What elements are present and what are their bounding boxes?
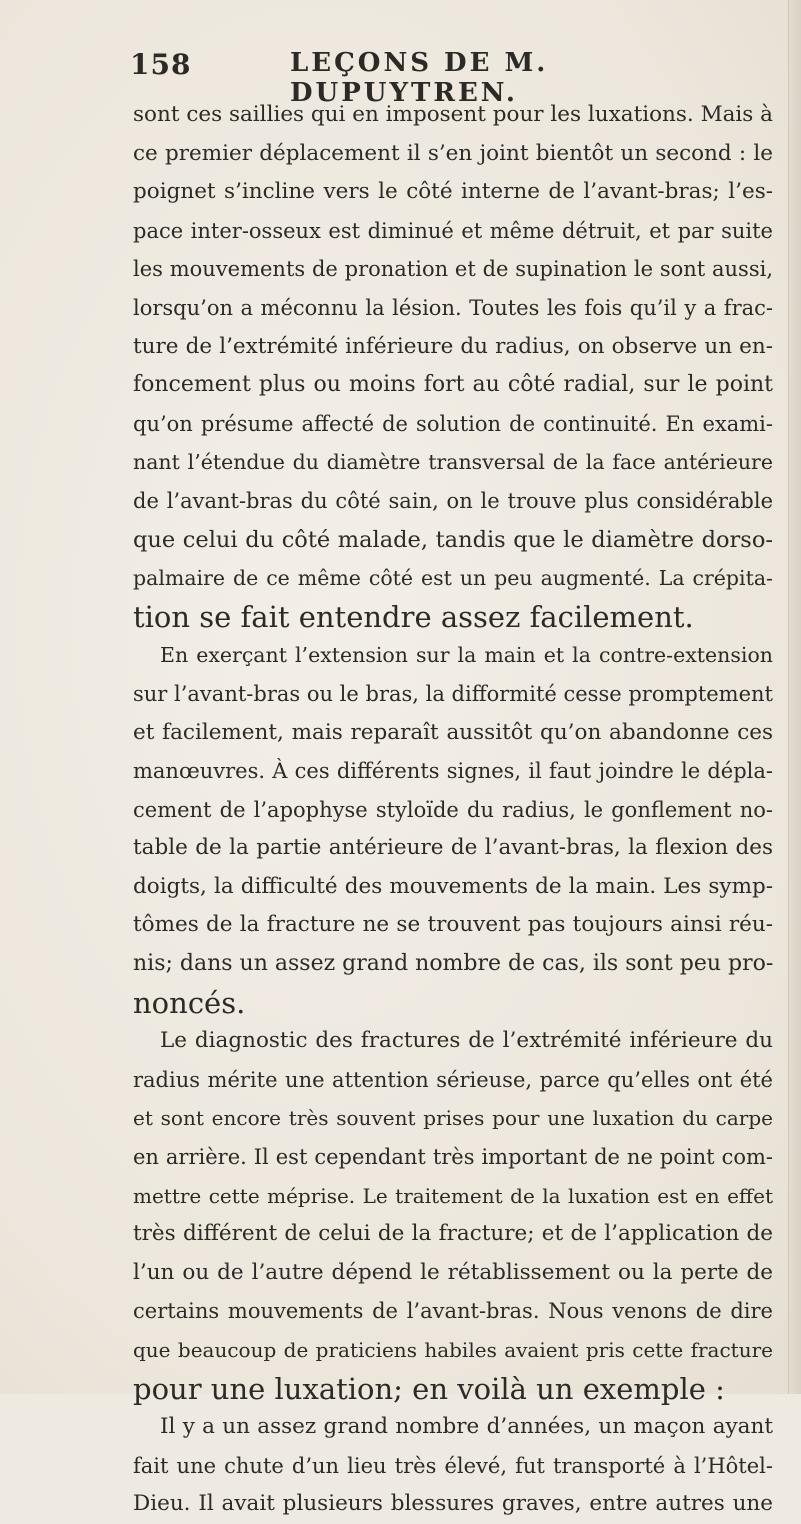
text-line: ce premier déplacement il s’en joint bientôt un second : le [133, 140, 773, 166]
text-line: cement de l’apophyse styloïde du radius, le gonflement no- [133, 797, 773, 822]
text-line: tion se fait entendre assez facilement. [133, 599, 694, 634]
text-line: qu’on présume affecté de solution de continuité. En exami- [133, 411, 773, 436]
text-line: très différent de celui de la fracture; et de l’application de [133, 1221, 773, 1247]
text-line: palmaire de ce même côté est un peu augmenté. La crépita- [133, 566, 773, 591]
text-line: l’un ou de l’autre dépend le rétablissement ou la perte de [133, 1259, 773, 1285]
text-line: lorsqu’on a méconnu la lésion. Toutes les fois qu’il y a frac- [133, 295, 773, 320]
page-edge [788, 0, 801, 1394]
text-line: nant l’étendue du diamètre transversal de la face antérieure [133, 450, 773, 475]
running-header [130, 48, 770, 108]
text-line: Il y a un assez grand nombre d’années, un maçon ayant [160, 1414, 773, 1440]
running-title: LEÇONS DE M. DUPUYTREN. [290, 48, 549, 108]
text-line: doigts, la difficulté des mouvements de la main. Les symp- [133, 873, 773, 899]
text-line: mettre cette méprise. Le traitement de la luxation est en effet [133, 1183, 773, 1208]
text-line: et facilement, mais reparaît aussitôt qu’on abandonne ces [133, 719, 773, 745]
text-line: fait une chute d’un lieu très élevé, fut transporté à l’Hôtel- [133, 1453, 773, 1478]
text-line: pace inter-osseux est diminué et même détruit, et par suite [133, 218, 773, 243]
text-line: manœuvres. À ces différents signes, il faut joindre le dépla- [133, 759, 773, 784]
text-line: noncés. [133, 985, 246, 1020]
text-line: Le diagnostic des fractures de l’extrémité inférieure du [160, 1028, 773, 1054]
text-line: de l’avant-bras du côté sain, on le trouve plus considérable [133, 488, 773, 513]
text-line: nis; dans un assez grand nombre de cas, ils sont peu pro- [133, 951, 774, 977]
text-line: pour une luxation; en voilà un exemple : [133, 1371, 725, 1406]
text-line: ture de l’extrémité inférieure du radius, on observe un en- [133, 333, 773, 359]
text-line: sur l’avant-bras ou le bras, la difformité cesse promptement [133, 681, 773, 706]
text-line: les mouvements de pronation et de supination le sont aussi, [133, 257, 773, 282]
text-line: et sont encore très souvent prises pour une luxation du carpe [133, 1106, 773, 1131]
body-text [133, 96, 773, 1524]
text-line: tômes de la fracture ne se trouvent pas toujours ainsi réu- [133, 912, 773, 938]
text-line: poignet s’incline vers le côté interne de l’avant-bras; l’es- [133, 179, 773, 205]
text-line: que beaucoup de praticiens habiles avaient pris cette fracture [133, 1338, 773, 1362]
text-line: en arrière. Il est cependant très important de ne point com- [133, 1145, 773, 1170]
page-number: 158 [130, 48, 192, 81]
text-line: sont ces saillies qui en imposent pour les luxations. Mais à [133, 102, 773, 127]
text-line: table de la partie antérieure de l’avant-bras, la flexion des [133, 835, 773, 861]
text-line: certains mouvements de l’avant-bras. Nous venons de dire [133, 1299, 773, 1324]
text-line: foncement plus ou moins fort au côté radial, sur le point [133, 372, 773, 398]
text-line: Dieu. Il avait plusieurs blessures graves, entre autres une [133, 1491, 773, 1517]
text-line: En exerçant l’extension sur la main et la contre-extension [160, 643, 773, 668]
text-line: radius mérite une attention sérieuse, parce qu’elles ont été [133, 1067, 773, 1092]
text-line: que celui du côté malade, tandis que le diamètre dorso- [133, 526, 773, 553]
